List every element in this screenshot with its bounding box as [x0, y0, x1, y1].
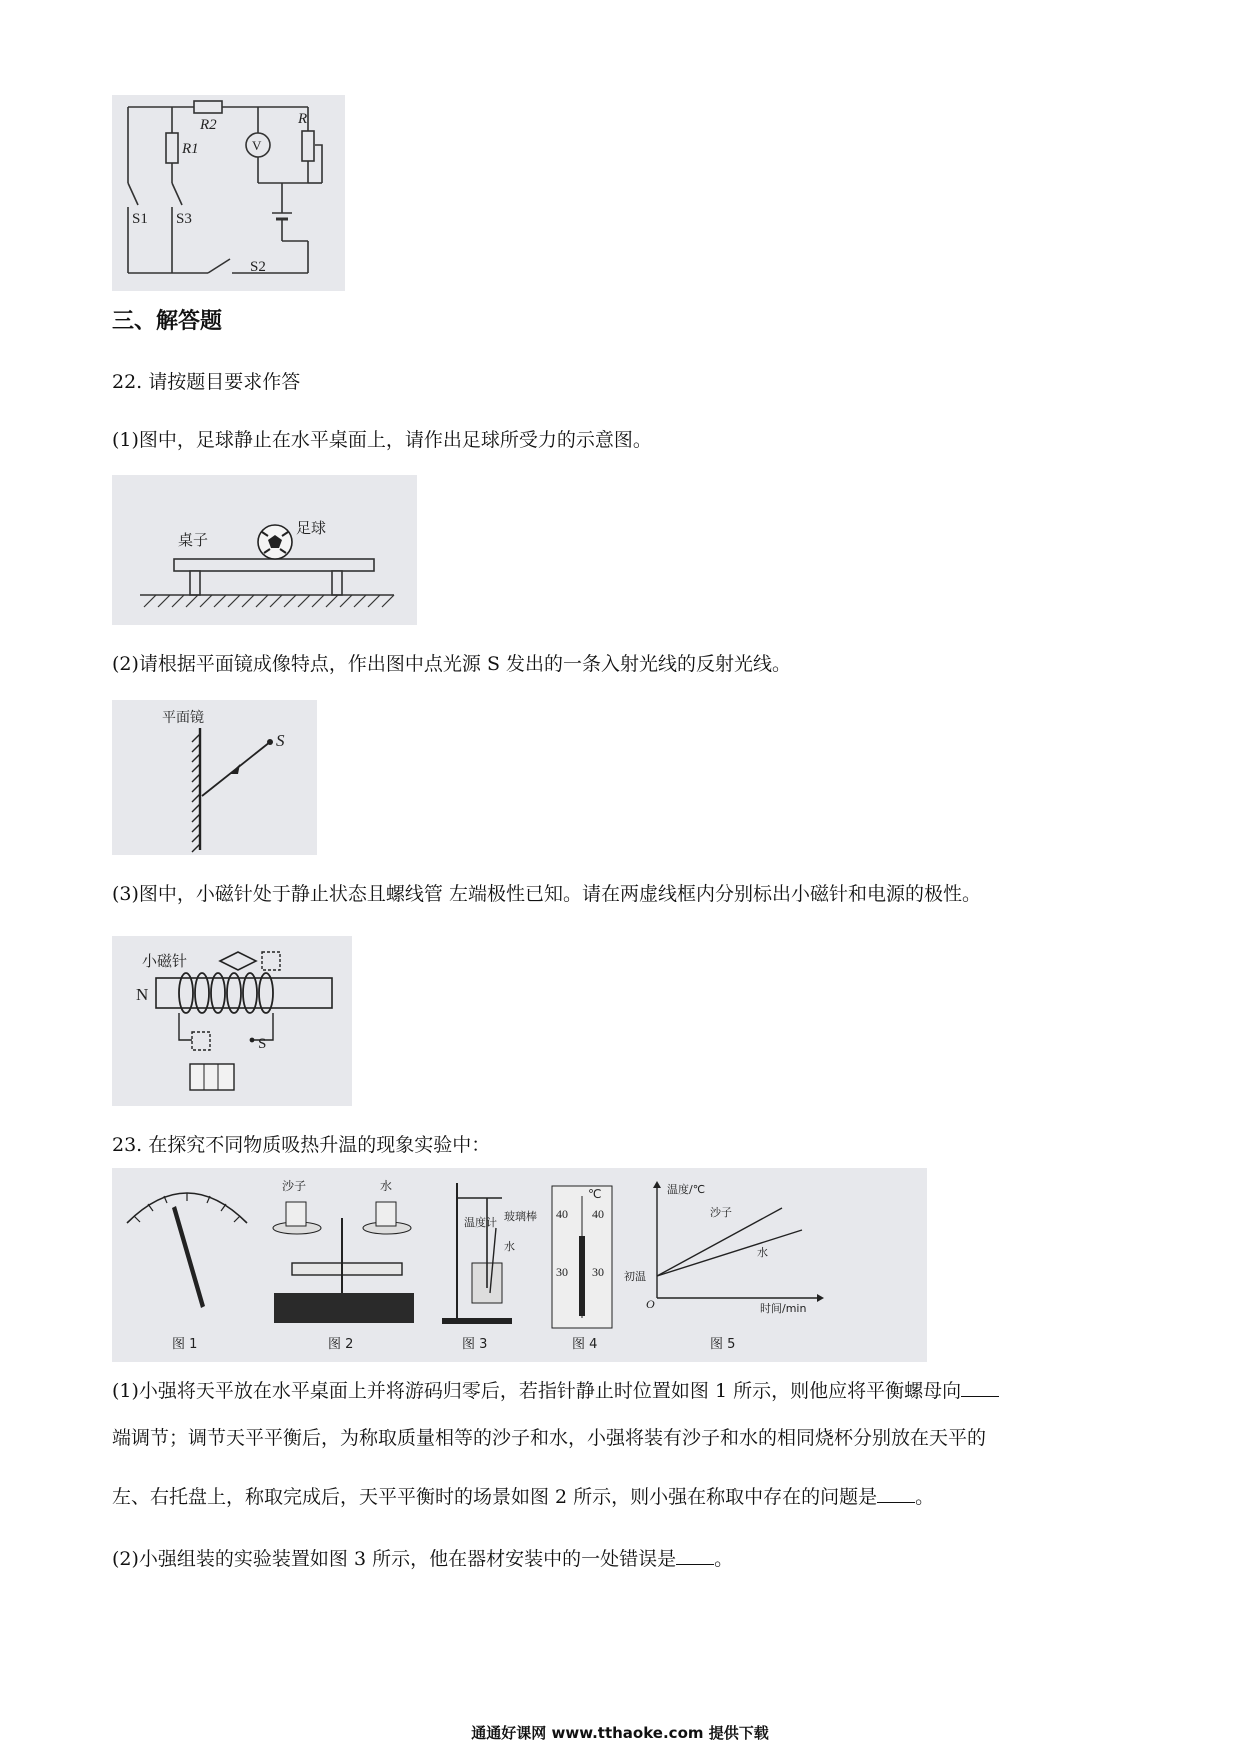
q22-part2: (2)请根据平面镜成像特点，作出图中点光源 S 发出的一条入射光线的反射光线。	[112, 653, 792, 675]
answer-blank-1[interactable]	[961, 1378, 999, 1397]
mirror-label: 平面镜	[162, 710, 204, 726]
fig3-water-label: 水	[504, 1240, 515, 1253]
q23-part1-line2: 端调节；调节天平平衡后，为称取质量相等的沙子和水，小强将装有沙子和水的相同烧杯分别放在天平的	[112, 1427, 987, 1449]
q23-stem: 23. 在探究不同物质吸热升温的现象实验中：	[112, 1134, 491, 1156]
solenoid-figure	[112, 936, 352, 1106]
q23-part2	[112, 1546, 733, 1571]
fig5-origin-label: O	[646, 1297, 655, 1311]
fig4-t30-right: 30	[592, 1265, 604, 1279]
ball-label: 足球	[296, 519, 327, 537]
fig1-caption: 图 1	[172, 1337, 198, 1352]
fig5-y-axis-label: 温度/℃	[667, 1183, 706, 1196]
needle-polarity-box[interactable]	[262, 952, 280, 970]
circuit-diagram	[112, 95, 345, 291]
q23-part1-line1	[112, 1378, 999, 1403]
q23-part2-text: (2)小强组装的实验装置如图 3 所示，他在器材安装中的一处错误是	[112, 1548, 677, 1570]
battery-icon	[190, 1064, 234, 1090]
fig5-x-axis-label: 时间/min	[760, 1302, 807, 1315]
s3-label: S3	[176, 211, 192, 227]
s1-label: S1	[132, 211, 148, 227]
plane-mirror-figure	[112, 700, 317, 855]
fig3-caption: 图 3	[462, 1337, 488, 1352]
r1-label: R1	[182, 141, 199, 157]
balance-pointer-icon	[172, 1206, 205, 1308]
switch-label: S	[258, 1036, 267, 1052]
circuit-svg	[112, 95, 345, 291]
q23-part2-end: 。	[714, 1548, 734, 1570]
fig3-rod-label: 玻璃棒	[504, 1210, 537, 1223]
q22-part3: (3)图中，小磁针处于静止状态且螺线管 左端极性已知。请在两虚线框内分别标出小磁针和电源的极性。	[112, 883, 981, 905]
experiment-figures	[112, 1168, 927, 1362]
fig4-t40-left: 40	[556, 1207, 568, 1221]
pole-label: N	[136, 985, 149, 1004]
s2-label: S2	[250, 259, 266, 275]
fig5-sand-label: 沙子	[710, 1206, 732, 1219]
r-label: R	[298, 111, 308, 127]
source-label: S	[276, 731, 285, 750]
section-title: 三、解答题	[112, 309, 223, 334]
answer-blank-2[interactable]	[877, 1484, 915, 1503]
fig4-unit: ℃	[588, 1187, 602, 1201]
football-table-figure	[112, 475, 417, 625]
q23-part1-line1-text: (1)小强将天平放在水平桌面上并将游码归零后，若指针静止时位置如图 1 所示，则他应将平衡螺母向	[112, 1380, 962, 1402]
fig4-t30-left: 30	[556, 1265, 568, 1279]
fig5-initial-label: 初温	[624, 1270, 646, 1283]
fig5-water-label: 水	[757, 1246, 768, 1259]
q22-stem: 22. 请按题目要求作答	[112, 371, 301, 393]
voltmeter-label: V	[252, 138, 262, 153]
fig4-t40-right: 40	[592, 1207, 604, 1221]
fig5-caption: 图 5	[710, 1337, 736, 1352]
fig3-thermometer-label: 温度计	[464, 1216, 497, 1229]
table-label: 桌子	[178, 531, 209, 549]
fig2-sand-label: 沙子	[282, 1179, 307, 1193]
page-footer: 通通好课网 www.tthaoke.com 提供下载	[471, 1724, 769, 1742]
fig2-caption: 图 2	[328, 1337, 354, 1352]
r2-label: R2	[200, 117, 217, 133]
compass-needle-icon	[220, 952, 256, 970]
q23-part1-line3-text: 左、右托盘上，称取完成后，天平平衡时的场景如图 2 所示，则小强在称取中存在的问题是	[112, 1486, 878, 1508]
q23-part1-line3	[112, 1484, 934, 1509]
power-polarity-box[interactable]	[192, 1032, 210, 1050]
fig4-caption: 图 4	[572, 1337, 598, 1352]
fig2-water-label: 水	[380, 1179, 393, 1193]
q22-part1: (1)图中，足球静止在水平桌面上，请作出足球所受力的示意图。	[112, 429, 652, 451]
q23-part1-line3-end: 。	[915, 1486, 935, 1508]
answer-blank-3[interactable]	[676, 1546, 714, 1565]
needle-label: 小磁针	[142, 952, 188, 970]
